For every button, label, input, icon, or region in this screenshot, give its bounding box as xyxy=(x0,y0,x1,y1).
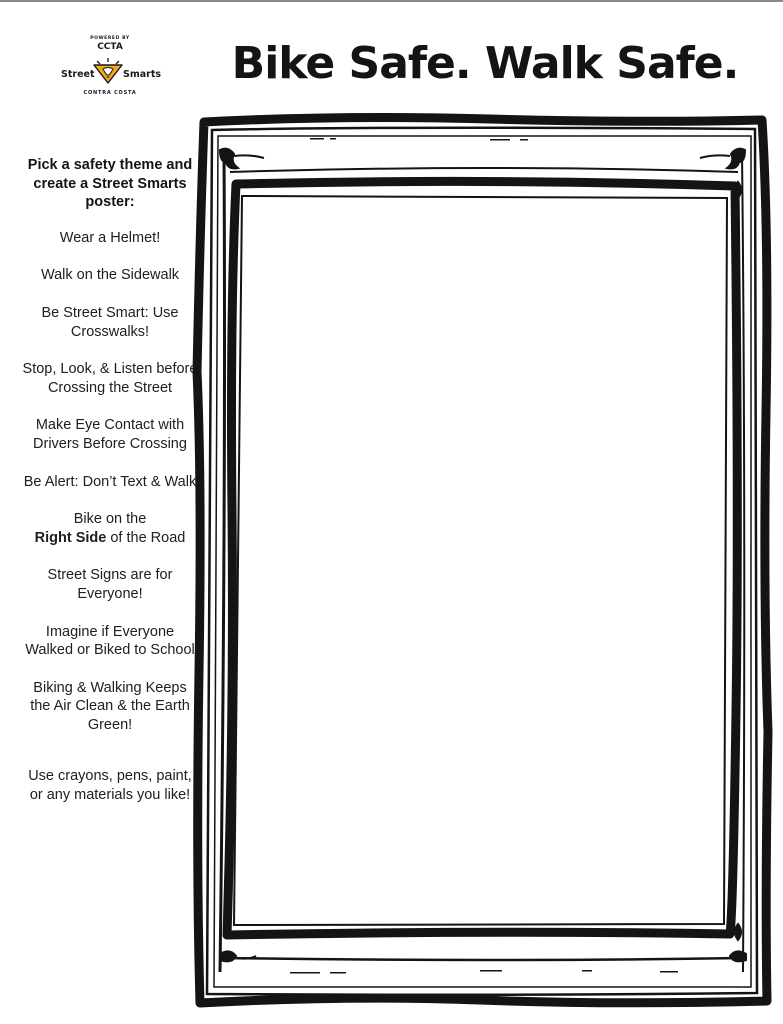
logo-word-left: Street xyxy=(61,69,95,80)
theme-item: Be Alert: Don’t Text & Walk xyxy=(23,473,197,490)
theme-item: Biking & Walking Keeps the Air Clean & the Earth Green! xyxy=(30,679,190,733)
logo-word-right: Smarts xyxy=(123,69,162,80)
theme-item: Wear a Helmet! xyxy=(59,229,161,246)
theme-item: Stop, Look, & Listen before Crossing the Street xyxy=(22,361,198,396)
logo-org: CCTA xyxy=(97,42,123,52)
street-smarts-logo xyxy=(52,34,168,100)
logo-powered-by: POWERED BY xyxy=(90,36,130,41)
theme-item: Walk on the Sidewalk xyxy=(40,267,180,284)
theme-item-bike-right-side xyxy=(22,510,198,547)
instructions-heading: Pick a safety theme and create a Street Smarts poster: xyxy=(27,157,193,211)
theme-list xyxy=(22,156,198,805)
ornate-picture-frame-icon xyxy=(190,112,775,1010)
bike-theme-rest: of the Road xyxy=(106,529,186,546)
bike-theme-line1: Bike on the xyxy=(73,511,147,528)
logo-region: CONTRA COSTA xyxy=(83,90,137,96)
bike-theme-bold: Right Side xyxy=(34,529,107,546)
theme-item: Be Street Smart: Use Crosswalks! xyxy=(41,304,179,340)
theme-item: Street Signs are for Everyone! xyxy=(47,567,173,602)
theme-item: Make Eye Contact with Drivers Before Crossing xyxy=(33,417,187,452)
top-rule xyxy=(0,0,783,2)
lightbulb-icon xyxy=(90,57,126,85)
materials-note: Use crayons, pens, paint, or any materials you like! xyxy=(28,768,192,804)
page-title: Bike Safe. Walk Safe. xyxy=(231,38,739,89)
theme-item: Imagine if Everyone Walked or Biked to School xyxy=(25,623,195,659)
